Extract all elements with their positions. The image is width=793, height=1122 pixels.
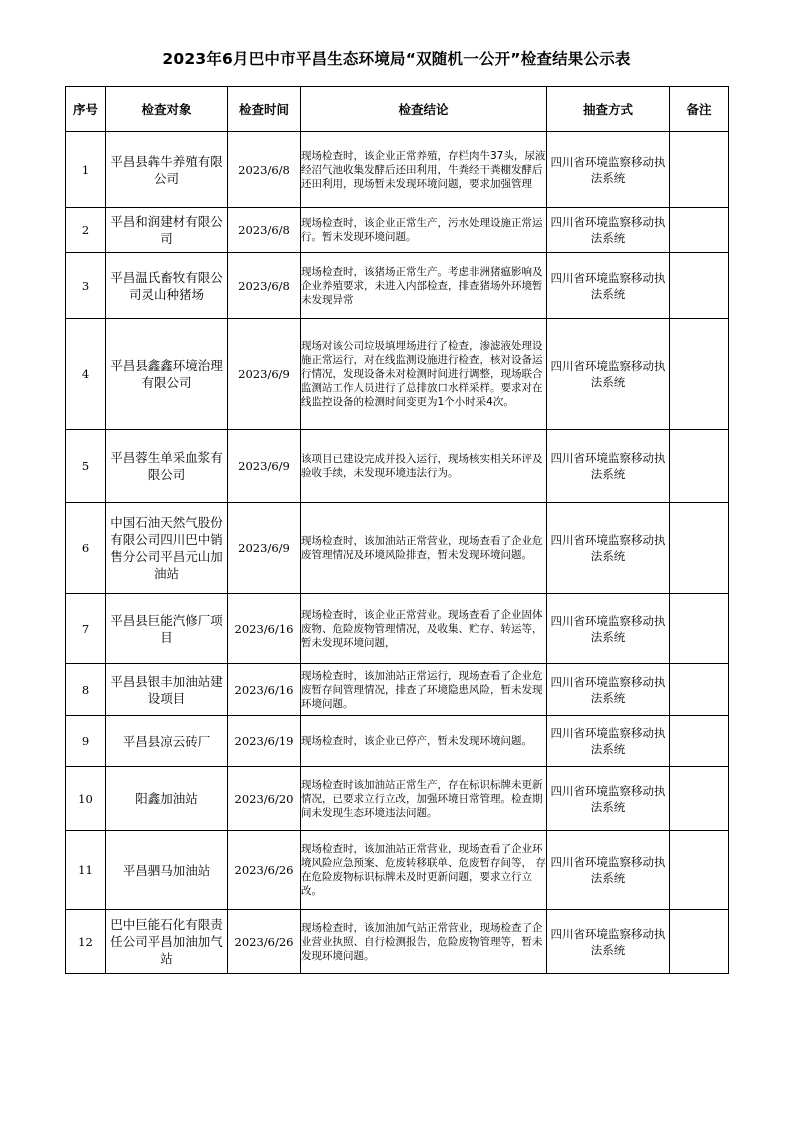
row-serial-number: 11 [66,831,106,910]
table-row [66,319,729,430]
table-header-row [66,87,729,132]
row-remarks [670,767,729,831]
row-sampling-method: 四川省环境监察移动执法系统 [547,503,670,594]
row-remarks [670,664,729,716]
row-serial-number: 5 [66,430,106,503]
row-inspected-object: 平昌县凉云砖厂 [106,716,228,767]
row-sampling-method: 四川省环境监察移动执法系统 [547,767,670,831]
row-sampling-method: 四川省环境监察移动执法系统 [547,664,670,716]
table-row [66,430,729,503]
row-serial-number: 3 [66,253,106,319]
header-remarks: 备注 [670,87,729,132]
row-serial-number: 10 [66,767,106,831]
table-row [66,716,729,767]
header-inspection-time: 检查时间 [228,87,301,132]
table-row [66,831,729,910]
row-inspection-time: 2023/6/8 [228,253,301,319]
row-inspection-conclusion: 现场检查时该加油站正常生产，存在标识标牌未更新情况，已要求立行立改，加强环境日常管理。检查期间未发现生态环境违法问题。 [301,767,547,831]
row-remarks [670,253,729,319]
row-serial-number: 6 [66,503,106,594]
table-row [66,910,729,974]
row-sampling-method: 四川省环境监察移动执法系统 [547,253,670,319]
row-inspected-object: 平昌和润建材有限公司 [106,208,228,253]
row-inspection-time: 2023/6/20 [228,767,301,831]
table-row [66,208,729,253]
row-serial-number: 1 [66,132,106,208]
row-inspection-time: 2023/6/19 [228,716,301,767]
row-inspection-conclusion: 现场检查时，该加油站正常运行，现场查看了企业危废暂存间管理情况，排查了环境隐患风险，暂未发现环境问题。 [301,664,547,716]
row-sampling-method: 四川省环境监察移动执法系统 [547,716,670,767]
row-inspection-time: 2023/6/16 [228,594,301,664]
row-inspection-conclusion: 现场检查时，该企业正常营业。现场查看了企业固体废物、危险废物管理情况，及收集、贮存、转运等，暂未发现环境问题， [301,594,547,664]
row-serial-number: 7 [66,594,106,664]
row-inspection-conclusion: 现场检查时，该加油加气站正常营业，现场检查了企业营业执照、自行检测报告，危险废物管理等，暂未发现环境问题。 [301,910,547,974]
row-inspection-time: 2023/6/26 [228,910,301,974]
table-row [66,503,729,594]
row-remarks [670,831,729,910]
header-inspected-object: 检查对象 [106,87,228,132]
row-remarks [670,910,729,974]
row-serial-number: 4 [66,319,106,430]
header-serial-number: 序号 [66,87,106,132]
table-row [66,132,729,208]
page-title: 2023年6月巴中市平昌生态环境局“双随机一公开”检查结果公示表 [162,50,631,68]
row-remarks [670,503,729,594]
table-row [66,594,729,664]
row-remarks [670,132,729,208]
row-serial-number: 8 [66,664,106,716]
row-sampling-method: 四川省环境监察移动执法系统 [547,132,670,208]
row-sampling-method: 四川省环境监察移动执法系统 [547,208,670,253]
row-inspection-conclusion: 现场检查时，该企业正常生产，污水处理设施正常运行。暂未发现环境问题。 [301,208,547,253]
row-inspected-object: 中国石油天然气股份有限公司四川巴中销售分公司平昌元山加油站 [106,503,228,594]
row-inspection-conclusion: 现场检查时，该加油站正常营业，现场查看了企业环境风险应急预案、危废转移联单、危废暂存间等， 存在危险废物标识标牌未及时更新问题，要求立行立改。 [301,831,547,910]
inspection-results-table [65,86,729,974]
row-inspected-object: 平昌蓉生单采血浆有限公司 [106,430,228,503]
row-sampling-method: 四川省环境监察移动执法系统 [547,430,670,503]
header-inspection-conclusion: 检查结论 [301,87,547,132]
row-inspected-object: 平昌县巨能汽修厂项目 [106,594,228,664]
row-inspection-time: 2023/6/9 [228,503,301,594]
row-inspection-time: 2023/6/16 [228,664,301,716]
row-inspection-conclusion: 现场对该公司垃圾填埋场进行了检查，渗滤液处理设施正常运行，对在线监测设施进行检查，核对设备运行情况，发现设备未对检测时间进行调整，现场联合监测站工作人员进行了总排放口水样采样。要求对在线监控设备的检测时间变更为1个小时采4次。 [301,319,547,430]
row-inspected-object: 平昌县鑫鑫环境治理有限公司 [106,319,228,430]
row-inspected-object: 平昌驷马加油站 [106,831,228,910]
row-inspection-time: 2023/6/8 [228,208,301,253]
table-row [66,664,729,716]
row-sampling-method: 四川省环境监察移动执法系统 [547,831,670,910]
row-inspection-time: 2023/6/26 [228,831,301,910]
row-sampling-method: 四川省环境监察移动执法系统 [547,594,670,664]
row-sampling-method: 四川省环境监察移动执法系统 [547,910,670,974]
row-inspection-conclusion: 该项目已建设完成并投入运行，现场核实相关环评及验收手续，未发现环境违法行为。 [301,430,547,503]
row-inspected-object: 巴中巨能石化有限责任公司平昌加油加气站 [106,910,228,974]
row-inspection-conclusion: 现场检查时，该企业正常养殖，存栏肉牛37头，尿液经沼气池收集发酵后还田利用，牛粪经干粪棚发酵后还田利用，现场暂未发现环境问题，要求加强管理 [301,132,547,208]
row-inspected-object: 平昌县犇牛养殖有限公司 [106,132,228,208]
row-serial-number: 12 [66,910,106,974]
row-sampling-method: 四川省环境监察移动执法系统 [547,319,670,430]
row-inspected-object: 平昌县银丰加油站建设项目 [106,664,228,716]
row-inspection-time: 2023/6/9 [228,430,301,503]
header-sampling-method: 抽查方式 [547,87,670,132]
table-row [66,767,729,831]
row-inspected-object: 平昌温氏畜牧有限公司灵山种猪场 [106,253,228,319]
row-remarks [670,430,729,503]
row-inspection-conclusion: 现场检查时，该加油站正常营业，现场查看了企业危废管理情况及环境风险排查，暂未发现环境问题。 [301,503,547,594]
row-remarks [670,208,729,253]
row-inspection-time: 2023/6/9 [228,319,301,430]
row-inspected-object: 阳鑫加油站 [106,767,228,831]
row-inspection-conclusion: 现场检查时，该猪场正常生产。考虑非洲猪瘟影响及企业养殖要求，未进入内部检查，排查猪场外环境暂未发现异常 [301,253,547,319]
row-remarks [670,716,729,767]
row-serial-number: 9 [66,716,106,767]
row-serial-number: 2 [66,208,106,253]
row-inspection-time: 2023/6/8 [228,132,301,208]
table-row [66,253,729,319]
row-remarks [670,594,729,664]
row-remarks [670,319,729,430]
row-inspection-conclusion: 现场检查时，该企业已停产，暂未发现环境问题。 [301,716,547,767]
